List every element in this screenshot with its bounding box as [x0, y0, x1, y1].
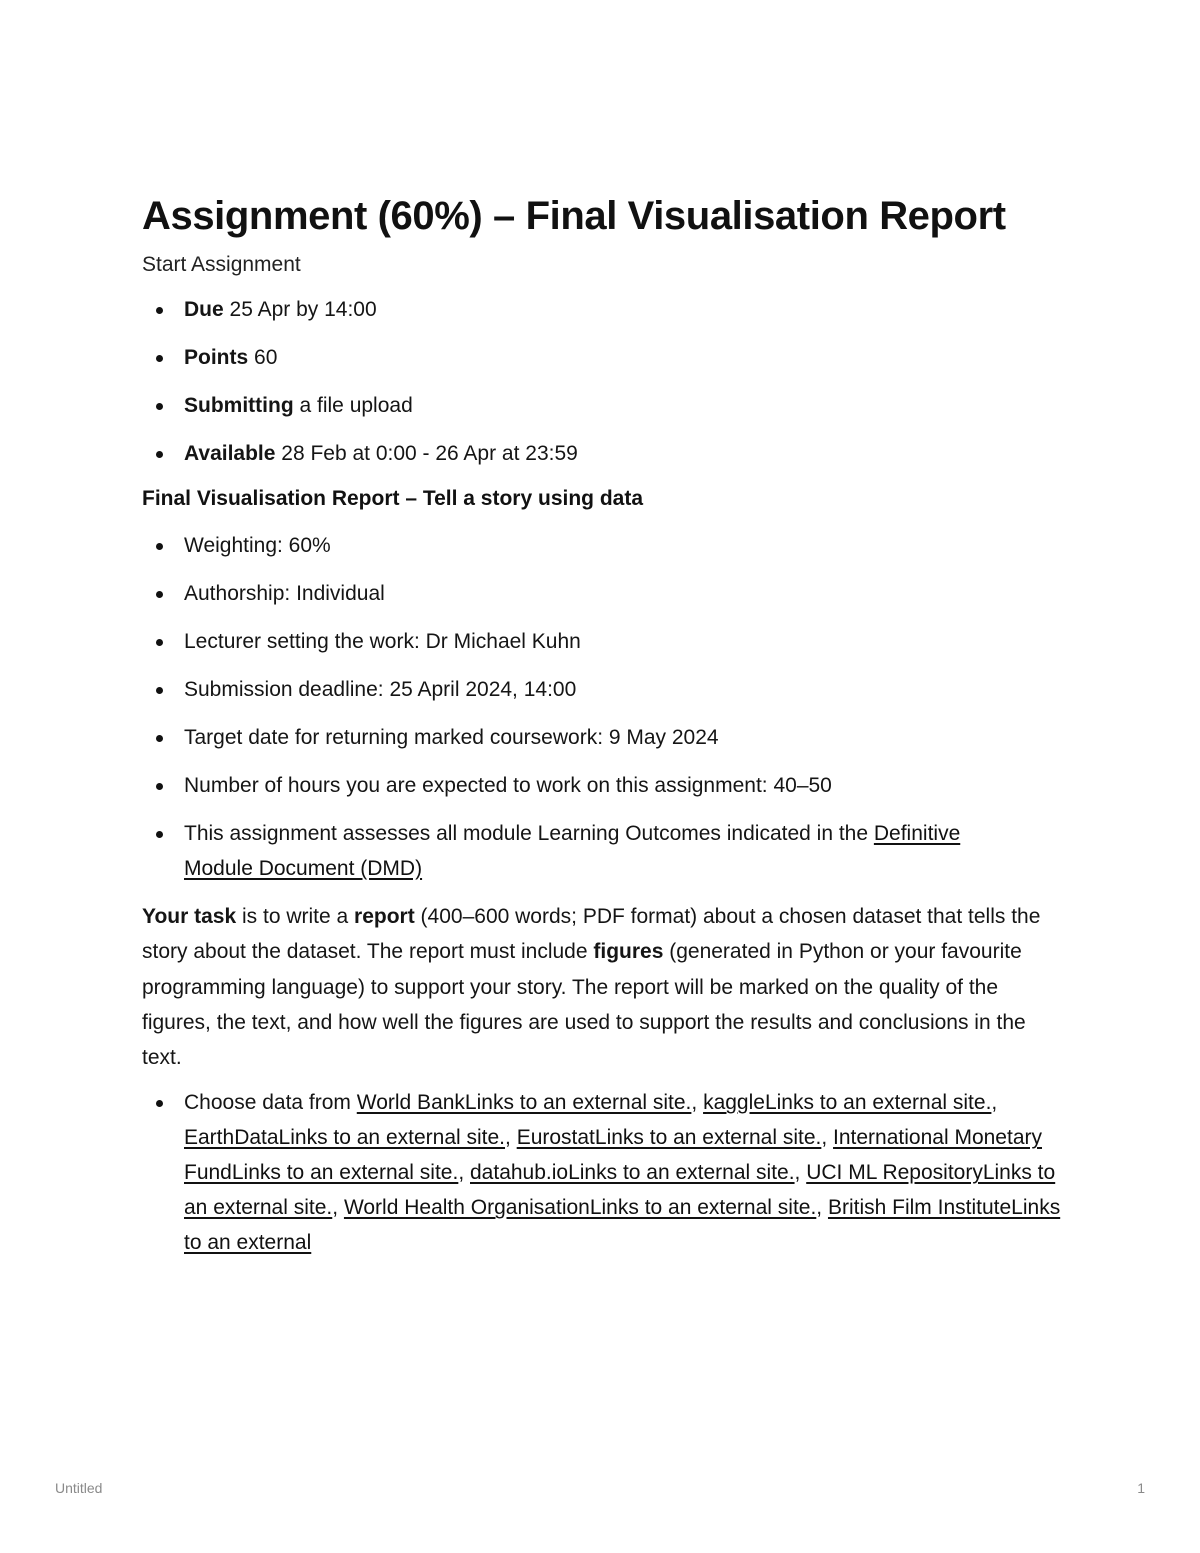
link-kaggle[interactable]: kaggleLinks to an external site.	[703, 1091, 992, 1115]
link-world-bank[interactable]: World BankLinks to an external site.	[356, 1091, 692, 1115]
link-earthdata[interactable]: EarthDataLinks to an external site.	[184, 1126, 506, 1150]
link-imf[interactable]: International Monetary FundLinks to an external site.	[184, 1126, 1042, 1185]
task-text: (generated in Python or your favourite programming language) to support your story. The report will be marked on the quality of the figures, the text, and how well the figures are used to support the results and conclusions in the text.	[142, 940, 1026, 1070]
outcomes-text: This assignment assesses all module Learning Outcomes indicated in the	[184, 822, 874, 845]
sources-intro: Choose data from	[184, 1091, 357, 1115]
link-separator: ,	[505, 1126, 517, 1150]
dmd-link[interactable]: Definitive Module Document (DMD)	[184, 822, 961, 880]
detail-due	[184, 292, 1062, 327]
assignment-info-list	[142, 528, 1062, 886]
link-eurostat[interactable]: EurostatLinks to an external site.	[516, 1126, 822, 1150]
link-separator: ,	[332, 1196, 344, 1220]
detail-value: 25 Apr by 14:00	[229, 298, 377, 321]
section-title: Final Visualisation Report – Tell a story using data	[142, 487, 644, 510]
task-text: is to write a	[236, 905, 355, 928]
figures-emphasis: figures	[593, 940, 664, 964]
footer-page-number: 1	[1137, 1480, 1145, 1496]
info-item-hours: Number of hours you are expected to work on this assignment: 40–50	[184, 768, 1062, 803]
task-text: (400–600 words; PDF format) about a chosen dataset that tells the story about the dataset. The report must include	[142, 905, 1041, 964]
detail-label: Points	[184, 346, 249, 369]
info-item-return-date: Target date for returning marked coursework: 9 May 2024	[184, 720, 1062, 755]
report-emphasis: report	[354, 905, 415, 928]
detail-label: Due	[184, 298, 224, 321]
detail-available	[184, 436, 1062, 471]
data-sources-list	[142, 1085, 1062, 1260]
link-separator: ,	[691, 1091, 704, 1115]
info-item-lecturer: Lecturer setting the work: Dr Michael Kuhn	[184, 624, 1062, 659]
assignment-details	[142, 292, 1062, 471]
info-item-outcomes	[184, 816, 1024, 886]
detail-label: Available	[184, 442, 276, 465]
detail-value: a file upload	[299, 394, 413, 417]
detail-label: Submitting	[184, 394, 294, 417]
link-who[interactable]: World Health OrganisationLinks to an external site.	[343, 1196, 817, 1220]
link-bfi[interactable]: British Film InstituteLinks to an external	[184, 1196, 1061, 1255]
detail-value: 28 Feb at 0:00 - 26 Apr at 23:59	[281, 442, 578, 465]
info-item-deadline: Submission deadline: 25 April 2024, 14:00	[184, 672, 1062, 707]
link-datahub[interactable]: datahub.ioLinks to an external site.	[470, 1161, 795, 1185]
footer-document-name: Untitled	[55, 1480, 103, 1496]
detail-submitting	[184, 388, 1062, 423]
info-item-weighting: Weighting: 60%	[184, 528, 1062, 563]
start-assignment-link[interactable]: Start Assignment	[142, 253, 301, 276]
link-uci-ml[interactable]: UCI ML RepositoryLinks to an external site.	[184, 1161, 1056, 1220]
info-item-authorship: Authorship: Individual	[184, 576, 1062, 611]
link-separator: ,	[794, 1161, 807, 1185]
link-separator: ,	[816, 1196, 828, 1220]
detail-points	[184, 340, 1062, 375]
page-title: Assignment (60%) – Final Visualisation Report	[142, 194, 1006, 238]
document-page	[142, 190, 1062, 1260]
task-paragraph	[142, 899, 1062, 1075]
link-separator: ,	[991, 1091, 998, 1115]
data-sources-item	[184, 1085, 1062, 1260]
link-separator: ,	[458, 1161, 470, 1185]
detail-value: 60	[254, 346, 278, 369]
link-separator: ,	[821, 1126, 834, 1150]
task-emphasis: Your task	[142, 905, 237, 928]
